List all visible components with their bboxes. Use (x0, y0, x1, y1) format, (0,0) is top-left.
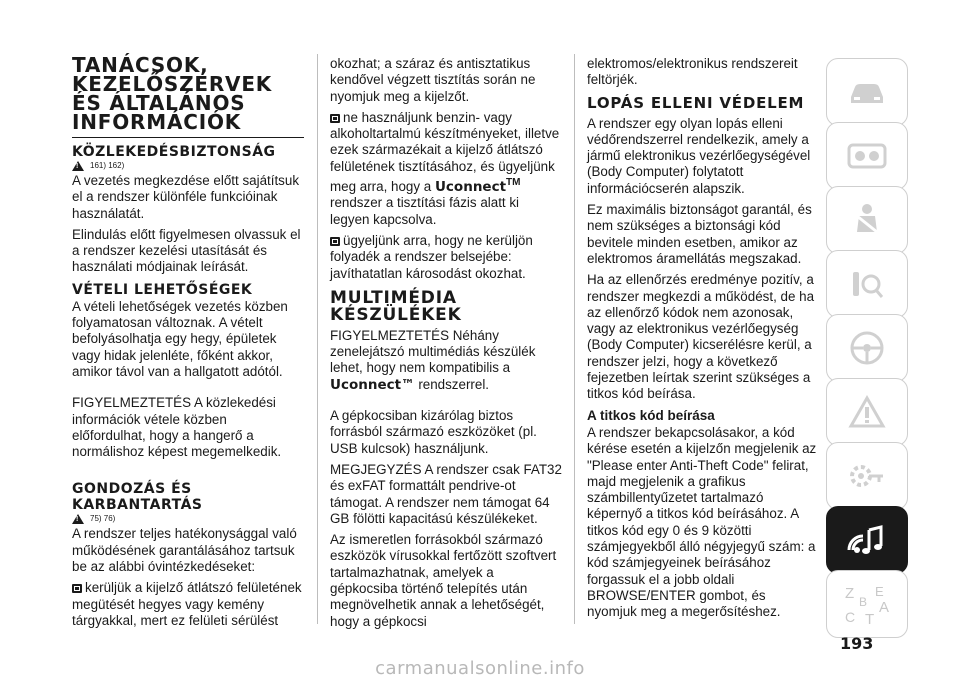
warning-reference (72, 161, 304, 171)
bullet-icon (72, 584, 82, 593)
section-heading-maintenance: GONDOZÁS ÉS KARBANTARTÁS (72, 481, 203, 514)
page-number: 193 (840, 634, 874, 653)
paragraph-text: FIGYELMEZTETÉS Néhány zenelejátszó multimédiás készülék lehet, hogy nem kompatibilis a (330, 327, 536, 376)
tab-dashboard[interactable] (826, 122, 908, 190)
brand-name: Uconnect (434, 179, 507, 196)
watermark: carmanualsonline.info (375, 658, 585, 679)
bullet-item (72, 580, 304, 629)
tab-emergency[interactable] (826, 378, 908, 446)
bullet-text: ügyeljünk arra, hogy ne kerüljön folyadék a rendszer belsejébe: javíthatatlan károsodást okozhat. (330, 232, 533, 281)
index-letters-icon (837, 580, 897, 628)
paragraph: A gépkocsiban kizárólag biztos forrásból származó eszközöket (pl. USB kulcsok) használjunk. (330, 408, 537, 456)
paragraph: A rendszer egy olyan lopás elleni védőrendszerrel rendelkezik, amely a jármű elektronikus vezérlőegységével (Body Computer) folytatott információcserén alapszik. (587, 115, 811, 196)
index-letter: Z (845, 585, 855, 602)
tab-index[interactable] (826, 570, 908, 638)
chapter-title (72, 53, 304, 134)
paragraph-text: rendszerrel. (418, 376, 490, 392)
subheading-code-entry: A titkos kód beírása (587, 407, 715, 423)
index-letter: T (865, 611, 875, 628)
section-heading-line: MULTIMÉDIA (330, 287, 457, 308)
column-1 (72, 53, 304, 634)
paragraph: elektromos/elektronikus rendszereit feltörjék. (587, 56, 798, 88)
paragraph: Az ismeretlen forrásokból származó eszközök vírusokkal fertőzött szoftvert tartalmazhatnak, amelyek a gépkocsiba történő telepítés után megnövelhetik annak a lehetőségét, hogy a gépkocsi (330, 532, 557, 629)
paragraph: A vezetés megkezdése előtt sajátítsuk el a rendszer különféle funkcióinak használatát. (72, 173, 300, 221)
chapter-title-line: KEZELŐSZERVEK (72, 72, 273, 96)
warning-triangle-icon (72, 514, 84, 524)
bullet-text: kerüljük a kijelző átlátszó felületének megütését hegyes vagy kemény tárgyakkal, mert ez felületi sérülést (72, 580, 302, 628)
title-rule (72, 137, 304, 138)
paragraph: A vételi lehetőségek vezetés közben folyamatosan változnak. A vételt befolyásolhatja egy hegy, épületek vagy hidak jelenléte, főként akkor, amikor távol van a hallgatott adótól. (72, 298, 288, 379)
chapter-title-line: INFORMÁCIÓK (72, 110, 242, 134)
reference-numbers: 161) 162) (90, 161, 125, 170)
multimedia-icon (843, 520, 891, 560)
index-letter: B (859, 595, 868, 609)
tab-car[interactable] (826, 58, 908, 126)
tab-driving[interactable] (826, 314, 908, 382)
bullet-icon (330, 114, 340, 123)
column-divider-1 (317, 54, 318, 624)
paragraph: MEGJEGYZÉS A rendszer csak FAT32 és exFAT formattált pendrive-ot támogat. A rendszer nem támogat 64 GB fölötti kapacitású készülékeket. (330, 461, 562, 526)
index-letter: C (845, 609, 856, 625)
paragraph: FIGYELMEZTETÉS A közlekedési információk vétele közben előfordulhat, hogy a hangerő a normálishoz képest megemelkedik. (72, 395, 282, 460)
warning-reference (72, 514, 304, 524)
section-heading-line: KÉSZÜLÉKEK (330, 304, 462, 325)
column-2 (330, 56, 562, 635)
bullet-item (330, 110, 562, 228)
chapter-title-line: ÉS ÁLTALÁNOS (72, 91, 246, 115)
column-divider-2 (574, 54, 575, 624)
chapter-title-line: TANÁCSOK, (72, 53, 209, 77)
paragraph (330, 328, 562, 393)
warning-wrench-icon (845, 394, 889, 430)
bullet-text: ne használjunk benzin- vagy alkoholtartalmú készítményeket, illetve ezek származékait a kijelző átlátszó felületének tisztításához, és ügyeljünk meg arra, hogy a (330, 109, 560, 195)
paragraph: A rendszer bekapcsolásakor, a kód kérése esetén a kijelzőn megjelenik az "Please enter Anti-Theft Code" felirat, majd megjelenik a grafikus számbillentyűzetet tartalmazó képernyő a titkos kód beírásához. A titkos kód egy 0 és 9 közötti számjegyekből álló négyjegyű szám: a kód számjegyeinek beírásához forgassuk el a jobb oldali BROWSE/ENTER gombot, és nyomjuk meg a megerősítéshez. (587, 424, 817, 620)
gear-key-icon (845, 458, 889, 494)
paragraph: Ez maximális biztonságot garantál, és nem szükséges a biztonsági kód bevitele minden esetben, amikor az elektromos áramellátás megszakad. (587, 202, 812, 266)
tab-maintenance[interactable] (826, 442, 908, 510)
index-letter: E (875, 584, 884, 599)
paragraph: Ha az ellenőrzés eredménye pozitív, a rendszer megkezdi a működést, de ha az ellenőrző kódok nem azonosak, vagy az elektronikus vezérlőegység (Body Computer) kicserélésre kerül, a rendszer jelzi, hogy a következő fejezetben leírtak szerint szükséges a titkos kód beírása. (587, 272, 815, 402)
trademark-symbol: TM (506, 177, 521, 189)
brand-name: Uconnect™ (330, 376, 415, 393)
section-heading-safety: KÖZLEKEDÉSBIZTONSÁG (72, 144, 276, 160)
tools-icon (845, 266, 889, 302)
paragraph: A rendszer teljes hatékonysággal való működésének garantálásához tartsuk be az alábbi óvintézkedéseket: (72, 526, 297, 575)
car-icon (845, 77, 889, 107)
bullet-item (330, 233, 562, 282)
bullet-text: rendszer a tisztítási fázis alatt ki legyen kapcsolva. (330, 195, 520, 227)
index-letter: A (879, 599, 890, 616)
airbag-seat-icon (845, 202, 889, 238)
reference-numbers: 75) 76) (90, 514, 116, 524)
tab-multimedia[interactable] (826, 506, 908, 574)
tab-starting[interactable] (826, 250, 908, 318)
paragraph: okozhat; a száraz és antisztatikus kendővel végzett tisztítás során ne nyomjuk meg a kijelzőt. (330, 56, 536, 104)
dashboard-icon (845, 141, 889, 171)
column-3 (587, 56, 819, 626)
steering-wheel-icon (845, 329, 889, 367)
section-heading-antitheft: LOPÁS ELLENI VÉDELEM (587, 93, 805, 112)
tab-safety[interactable] (826, 186, 908, 254)
section-heading-multimedia (330, 287, 562, 325)
bullet-icon (330, 237, 340, 246)
paragraph: Elindulás előtt figyelmesen olvassuk el a rendszer kezelési utasítását és használati módjainak leírását. (72, 226, 301, 275)
chapter-tabs (826, 58, 908, 633)
warning-triangle-icon (72, 161, 84, 171)
section-heading-reception: VÉTELI LEHETŐSÉGEK (72, 281, 253, 298)
